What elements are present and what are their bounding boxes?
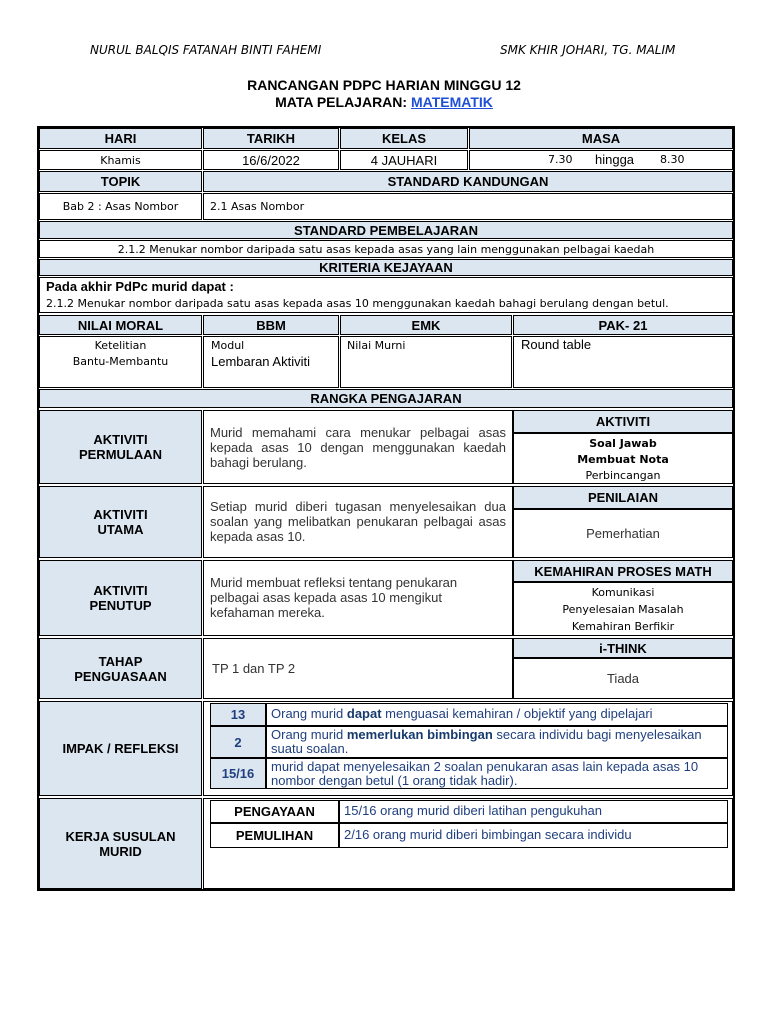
impak-2-bold: memerlukan bimbingan <box>346 727 493 742</box>
kpm-3: Kemahiran Berfikir <box>571 620 675 633</box>
susulan-label <box>39 798 202 889</box>
impak-2-pre: Orang murid <box>271 727 347 742</box>
impak-1-bold: dapat <box>346 706 382 721</box>
teacher-name: NURUL BALQIS FATANAH BINTI FAHEMI <box>90 43 322 57</box>
nilai-1: Ketelitian <box>94 339 147 352</box>
impak-1-pre: Orang murid <box>271 706 347 721</box>
bbm-header: BBM <box>203 315 339 335</box>
pengayaan-value: 15/16 orang murid diberi latihan pengukuhan <box>339 800 728 823</box>
tahap-label-1: TAHAP <box>98 653 143 669</box>
school-name: SMK KHIR JOHARI, TG. MALIM <box>500 43 676 57</box>
tarikh-header: TARIKH <box>203 128 339 149</box>
permulaan-text: Murid memahami cara menukar pelbagai asas kepada asas 10 dengan menggunakan kaedah bahagi berulang. <box>203 410 513 484</box>
page-title: RANCANGAN PDPC HARIAN MINGGU 12 <box>247 77 521 93</box>
utama-label <box>39 486 202 558</box>
nilai-2: Bantu-Membantu <box>72 355 169 368</box>
impak-count-3: 15/16 <box>210 758 266 789</box>
impak-1-post: menguasai kemahiran / objektif yang dipelajari <box>381 706 653 721</box>
permulaan-label-2: PERMULAAN <box>78 447 163 462</box>
impak-3-pre: murid dapat menyelesaikan 2 soalan penukaran asas lain kepada asas 10 nombor dengan betul (1 orang tidak hadir). <box>271 759 699 788</box>
aktiviti-3: Perbincangan <box>585 469 661 482</box>
pengayaan-label: PENGAYAAN <box>210 800 339 823</box>
penutup-label-2: PENUTUP <box>89 598 152 613</box>
bbm-2: Lembaran Aktiviti <box>211 354 310 369</box>
nilai-header: NILAI MORAL <box>39 315 202 335</box>
permulaan-label <box>39 410 202 484</box>
subject-prefix: MATA PELAJARAN: <box>275 94 408 110</box>
penilaian-value: Pemerhatian <box>513 509 733 558</box>
bbm-1: Modul <box>211 339 245 352</box>
permulaan-label-1: AKTIVITI <box>93 432 148 447</box>
emk-value: Nilai Murni <box>340 336 512 388</box>
impak-text-2 <box>266 726 728 758</box>
aktiviti-1: Soal Jawab <box>589 437 657 450</box>
kelas-value: 4 JAUHARI <box>340 150 468 170</box>
bbm-value <box>203 336 339 388</box>
emk-header: EMK <box>340 315 512 335</box>
masa-hingga: hingga <box>595 152 635 167</box>
ithink-header: i-THINK <box>513 638 733 658</box>
pak-header: PAK- 21 <box>513 315 733 335</box>
kk-value: 2.1.2 Menukar nombor daripada satu asas kepada asas 10 menggunakan kaedah bahagi berulang dengan betul. <box>46 297 669 310</box>
masa-header: MASA <box>469 128 733 149</box>
aktiviti-header: AKTIVITI <box>513 410 733 433</box>
topik-value: Bab 2 : Asas Nombor <box>39 193 202 220</box>
kk-body <box>39 277 733 313</box>
sk-value: 2.1 Asas Nombor <box>203 193 733 220</box>
tahap-label <box>39 638 202 699</box>
aktiviti-value <box>513 433 733 484</box>
impak-text-1 <box>266 703 728 726</box>
hari-header: HARI <box>39 128 202 149</box>
rangka-header: RANGKA PENGAJARAN <box>39 389 733 408</box>
kk-intro: Pada akhir PdPc murid dapat : <box>46 279 234 294</box>
hari-value: Khamis <box>39 150 202 170</box>
kpm-1: Komunikasi <box>591 586 655 599</box>
kpm-value <box>513 582 733 636</box>
aktiviti-2: Membuat Nota <box>577 453 669 466</box>
utama-label-2: UTAMA <box>97 522 144 537</box>
tahap-value: TP 1 dan TP 2 <box>203 638 513 699</box>
topik-header: TOPIK <box>39 171 202 192</box>
subject-link[interactable]: MATEMATIK <box>410 94 493 110</box>
penutup-label <box>39 560 202 636</box>
sp-header: STANDARD PEMBELAJARAN <box>39 221 733 239</box>
kk-header: KRITERIA KEJAYAAN <box>39 259 733 276</box>
utama-text: Setiap murid diberi tugasan menyelesaikan dua soalan yang melibatkan penukaran pelbagai asas kepada asas 10. <box>203 486 513 558</box>
masa-start: 7.30 <box>548 153 573 166</box>
utama-label-1: AKTIVITI <box>93 507 148 522</box>
penilaian-header: PENILAIAN <box>513 486 733 509</box>
masa-end: 8.30 <box>660 153 685 166</box>
sp-value: 2.1.2 Menukar nombor daripada satu asas kepada asas yang lain menggunakan pelbagai kaedah <box>39 240 733 258</box>
tahap-label-2: PENGUASAAN <box>74 668 167 684</box>
penutup-label-1: AKTIVITI <box>93 583 148 598</box>
pak-value: Round table <box>513 336 733 388</box>
subject-line <box>0 94 768 110</box>
impak-label: IMPAK / REFLEKSI <box>39 701 202 796</box>
nilai-value <box>39 336 202 388</box>
impak-text-3 <box>266 758 728 789</box>
impak-count-2: 2 <box>210 726 266 758</box>
kelas-header: KELAS <box>340 128 468 149</box>
susulan-label-1: KERJA SUSULAN <box>65 828 176 844</box>
pemulihan-value: 2/16 orang murid diberi bimbingan secara individu <box>339 823 728 848</box>
penutup-text: Murid membuat refleksi tentang penukaran pelbagai asas kepada asas 10 mengikut kefahaman mereka. <box>203 560 513 636</box>
kpm-header: KEMAHIRAN PROSES MATH <box>513 560 733 582</box>
ithink-value: Tiada <box>513 658 733 699</box>
pemulihan-label: PEMULIHAN <box>210 823 339 848</box>
impak-count-1: 13 <box>210 703 266 726</box>
tarikh-value: 16/6/2022 <box>203 150 339 170</box>
susulan-label-2: MURID <box>99 843 142 859</box>
kpm-2: Penyelesaian Masalah <box>562 603 684 616</box>
masa-value <box>469 150 733 170</box>
impak-2-post: secara individu bagi menyelesaikan suatu soalan. <box>271 727 702 756</box>
sk-header: STANDARD KANDUNGAN <box>203 171 733 192</box>
